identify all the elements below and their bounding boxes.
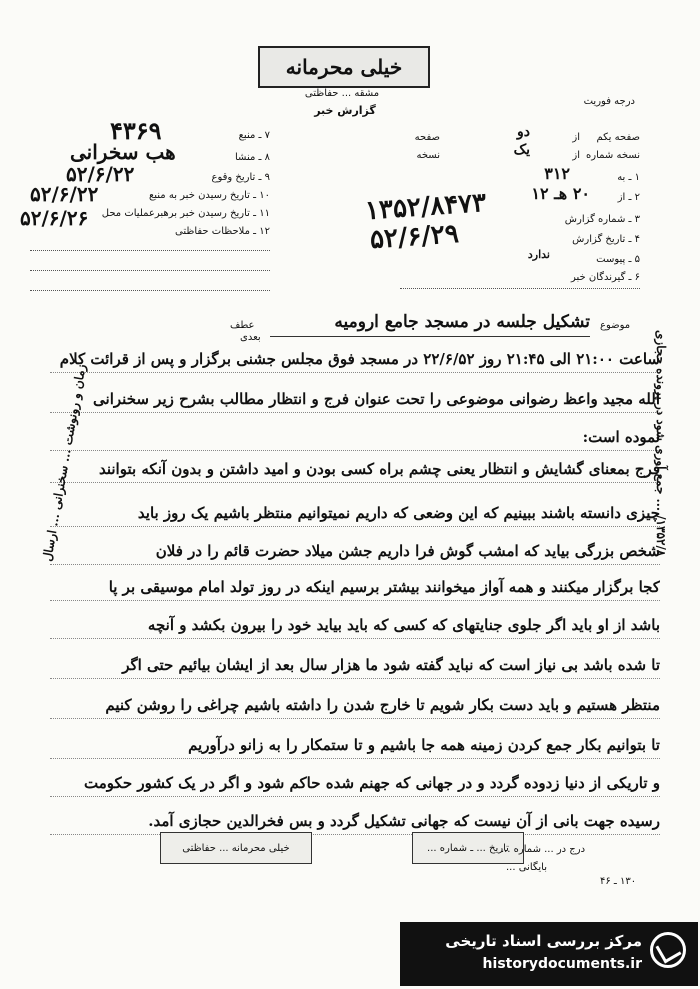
source-label: ۷ ـ منبع: [238, 130, 270, 141]
body-line: تا شده باشد بی نیاز است که نباید گفته شود ما هزار سال بعد از ایشان بیائیم حتی اگر: [50, 652, 660, 679]
attachment-value: ندارد: [527, 248, 550, 261]
form-divider: [400, 288, 640, 289]
aux2-label: بعدی: [240, 332, 261, 343]
report-number-label: ۳ ـ شماره گزارش: [564, 214, 640, 225]
footer-stamp-right-text: درج در ... شماره ...: [500, 843, 586, 855]
report-date-value: ۵۲/۶/۲۹: [369, 218, 460, 256]
watermark-url: historydocuments.ir: [482, 956, 642, 972]
to-value: ۳۱۲: [544, 164, 570, 183]
page-from: از: [572, 132, 580, 143]
margin-note: ۱۳۵۲/۸/ ... جمع آوری شود در پرونده حجازی: [654, 330, 668, 557]
body-line: تا بتوانیم بکار جمع کردن زمینه همه جا باشیم و تا ستمکار را به زانو درآوریم: [50, 732, 660, 759]
body-line: چیزی دانسته باشند ببینیم که این وضعی که داریم نمیتوانیم منتظر باشیم یک روز باید: [50, 500, 660, 527]
origin-label: ۸ ـ منشا: [234, 152, 270, 163]
footer-stamp-sub: بایگانی ...: [506, 862, 548, 873]
subject-label: موضوع: [600, 320, 631, 331]
page-label: صفحه یکم: [596, 132, 640, 143]
attachment-label: ۵ ـ پیوست: [596, 254, 640, 265]
form-divider: [30, 250, 270, 251]
copy-label: نسخه شماره: [586, 150, 640, 161]
report-date-label: ۴ ـ تاریخ گزارش: [572, 234, 640, 245]
body-line: منتظر هستیم و باید دست بکار شویم تا خارج شدن را داشته باشیم چراغی را روشن کنیم: [50, 692, 660, 719]
body-line: باشد از او باید اگر جلوی جنایتهای که کسی که باید بیاید خود را بیرون بکشد و آنچه: [50, 612, 660, 639]
recipients-label: ۶ ـ گیرندگان خبر: [570, 272, 640, 283]
copy-from: از: [572, 150, 580, 161]
report-title: گزارش خبر: [314, 104, 376, 117]
body-line: فرج بمعنای گشایش و انتظار یعنی چشم براه کسی بودن و امید داشتن و بدون آنکه بتوانند: [50, 456, 660, 483]
form-divider: [30, 270, 270, 271]
watermark-title: مرکز بررسی اسناد تاریخی: [445, 932, 642, 950]
body-line: الله مجید واعظ رضوانی موضوعی را تحت عنوان فرج و انتظار مطالب بشرح زیر سخنرانی: [50, 386, 660, 413]
subject-underline: [270, 336, 590, 337]
copy-value: یک: [513, 142, 530, 158]
origin-value: هب سخرانی: [70, 140, 176, 164]
to-label: ۱ ـ به: [617, 172, 640, 183]
footer-stamp-center-text: تاریخ ... ـ شماره ...: [427, 842, 509, 854]
office-label: مشقه ... حفاظتی: [304, 88, 380, 99]
body-line: شخص بزرگی بیاید که امشب گوش فرا داریم جشن میلاد حضرت قائم را در فلان: [50, 538, 660, 565]
body-line: کجا برگزار میکنند و همه آواز میخوانند بیشتر برسیم اینکه در روز تولد امام موسیقی بر پا: [50, 574, 660, 601]
margin-note: زمان و رونوشت ... سخنرانی ... ارسال: [40, 363, 89, 563]
watermark-logo: [400, 922, 698, 986]
archive-logo-icon: [650, 932, 686, 968]
page-suffix: صفحه: [414, 132, 440, 143]
aux-label: عطف: [230, 320, 255, 331]
report-number-value: ۱۳۵۲/۸۴۷۳: [364, 187, 488, 227]
source-received-label: ۱۰ ـ تاریخ رسیدن خبر به منبع: [148, 190, 270, 201]
body-line: رسیده جهت بانی از آن نیست که جهانی تشکیل گردد و بس فخرالدین حجازی آمد.: [50, 808, 660, 835]
subject-value: تشکیل جلسه در مسجد جامع ارومیه: [334, 312, 590, 332]
ops-received-value: ۵۲/۶/۲۶: [20, 206, 89, 230]
body-line: و تاریکی از دنیا زدوده گردد و در جهانی که جهنم شده حاکم شود و اگر در یک کشور حکومت: [50, 770, 660, 797]
page-value: دو: [517, 124, 530, 140]
footer-stamp-left: [160, 832, 312, 864]
ops-received-label: ۱۱ ـ تاریخ رسیدن خبر برهبرعملیات محل: [101, 208, 270, 219]
security-notes-label: ۱۲ ـ ملاحظات حفاظتی: [175, 226, 270, 237]
footer-stamp-left-text: خیلی محرمانه ... حفاظتی: [182, 842, 290, 854]
form-code: ۱۳۰ ـ ۴۶: [600, 876, 637, 887]
source-received-value: ۵۲/۶/۲۲: [30, 182, 99, 206]
from-value: ۲۰ هـ ۱۲: [531, 184, 590, 203]
from-label: ۲ ـ از: [617, 192, 640, 203]
body-line: ساعت ۲۱:۰۰ الی ۲۱:۴۵ روز ۲۲/۶/۵۲ در مسجد فوق مجلس جشنی برگزار و پس از قرائت کلام: [50, 346, 660, 373]
footer-stamp-right: [498, 836, 588, 862]
priority-label: درجه فوریت: [583, 96, 635, 107]
stamp-text: خیلی محرمانه: [285, 55, 403, 79]
occurrence-date-label: ۹ ـ تاریخ وقوع: [211, 172, 270, 183]
form-divider: [30, 290, 270, 291]
copy-suffix: نسخه: [416, 150, 440, 161]
classification-stamp: [258, 46, 430, 88]
body-line: نموده است:: [50, 424, 660, 451]
source-value: ۴۳۶۹: [110, 116, 162, 145]
occurrence-date-value: ۵۲/۶/۲۲: [66, 162, 135, 186]
